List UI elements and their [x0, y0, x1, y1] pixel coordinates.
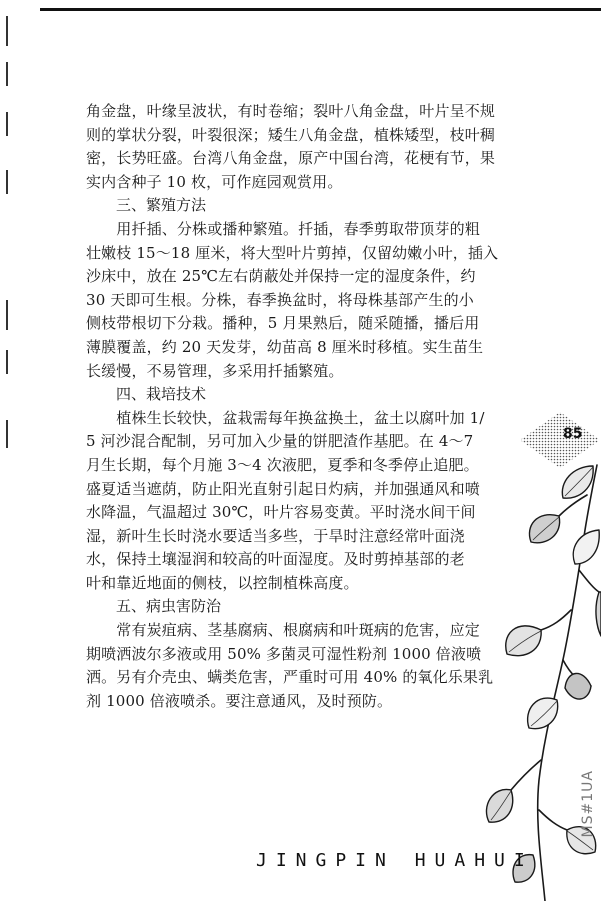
page-number: 85: [563, 426, 583, 442]
footer-title: JINGPIN HUAHUI: [256, 850, 534, 871]
text-line: 水，保持土壤湿润和较高的叶面湿度。及时剪掉基部的老: [86, 550, 465, 569]
text-line: 剂 1000 倍液喷杀。要注意通风，及时预防。: [86, 691, 393, 710]
text-line: 5 河沙混合配制，另可加入少量的饼肥渣作基肥。在 4～7: [86, 432, 474, 451]
text-line: 则的掌状分裂，叶裂很深；矮生八角金盘，植株矮型，枝叶稠: [86, 125, 496, 144]
watermark: MS#1UA: [580, 770, 596, 838]
text-line: 植株生长较快，盆栽需每年换盆换土，盆土以腐叶加 1/: [86, 408, 485, 427]
body-text: [86, 100, 501, 713]
text-line: 30 天即可生根。分株，春季换盆时，将母株基部产生的小: [86, 290, 474, 309]
text-line: 侧枝带根切下分栽。播种，5 月果熟后，随采随播，播后用: [86, 314, 480, 333]
text-line: 常有炭疽病、茎基腐病、根腐病和叶斑病的危害，应定: [86, 621, 480, 640]
text-line: 叶和靠近地面的侧枝，以控制植株高度。: [86, 573, 359, 592]
text-line: 长缓慢，不易管理，多采用扦插繁殖。: [86, 361, 344, 380]
margin-tick: [6, 16, 8, 46]
text-line: 沙床中，放在 25℃左右荫蔽处并保持一定的湿度条件，约: [86, 267, 476, 286]
text-line: 月生长期，每个月施 3～4 次液肥，夏季和冬季停止追肥。: [86, 455, 479, 474]
text-line: 水降温，气温超过 30℃，叶片容易变黄。平时浇水间干间: [86, 503, 476, 522]
margin-tick: [6, 112, 8, 136]
text-line: 密，长势旺盛。台湾八角金盘，原产中国台湾，花梗有节，果: [86, 149, 496, 168]
text-line: 湿，新叶生长时浇水要适当多些，于旱时注意经常叶面浇: [86, 526, 465, 545]
text-line: 用扦插、分株或播种繁殖。扦插，春季剪取带顶芽的粗: [86, 219, 480, 238]
margin-tick: [6, 62, 8, 86]
text-line: 盛夏适当遮荫，防止阳光直射引起日灼病，并加强通风和喷: [86, 479, 480, 498]
margin-tick: [6, 420, 8, 448]
text-line: 角金盘，叶缘呈波状，有时卷缩；裂叶八角金盘，叶片呈不规: [86, 102, 496, 120]
section-heading-cultivation: 四、栽培技术: [116, 385, 207, 404]
text-line: 薄膜覆盖，约 20 天发芽，幼苗高 8 厘米时移植。实生苗生: [86, 337, 484, 356]
text-line: 洒。另有介壳虫、螨类危害，严重时可用 40% 的氧化乐果乳: [86, 668, 494, 687]
margin-tick: [6, 170, 8, 194]
text-line: 实内含种子 10 枚，可作庭园观赏用。: [86, 172, 343, 191]
text-line: 壮嫩枝 15～18 厘米，将大型叶片剪掉，仅留幼嫩小叶，插入: [86, 243, 499, 262]
text-line: 期喷洒波尔多液或用 50% 多菌灵可湿性粉剂 1000 倍液喷: [86, 644, 482, 663]
section-heading-propagation: 三、繁殖方法: [116, 196, 207, 215]
margin-tick: [6, 350, 8, 374]
section-heading-pests: 五、病虫害防治: [116, 597, 222, 616]
top-rule: [40, 8, 601, 11]
margin-tick: [6, 300, 8, 330]
